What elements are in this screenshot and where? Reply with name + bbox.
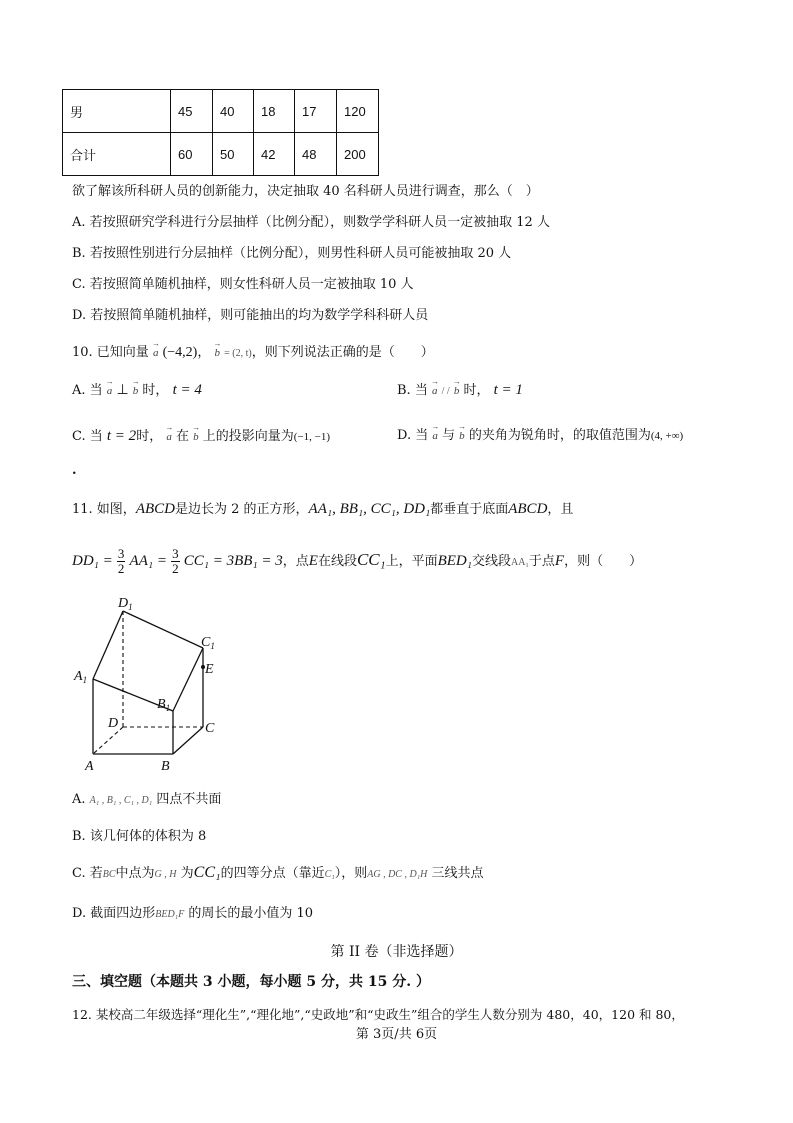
vector-b: → b — [214, 344, 220, 362]
table-cell: 45 — [171, 90, 213, 133]
edge-d1c1 — [123, 611, 203, 648]
page-footer: 第 3页/共 6页 — [355, 1027, 438, 1042]
table-cell: 200 — [337, 133, 379, 176]
q11-stem-line1: 11. 如图，ABCD是边长为 2 的正方形，AA₁, BB₁, CC₁, DD₁都垂直于底面ABCD，且 — [72, 501, 574, 517]
fraction: $\frac{3}{2}$ — [117, 546, 125, 576]
edge-d1a1 — [93, 611, 123, 679]
row-label: 合计 — [63, 133, 171, 176]
table-cell: 42 — [254, 133, 295, 176]
label-c: C — [205, 721, 215, 736]
edge-bc — [173, 727, 203, 754]
table-cell: 48 — [295, 133, 337, 176]
section-title: 第 II 卷（非选择题） — [330, 944, 463, 960]
table-row — [63, 90, 379, 133]
label-b: B — [161, 759, 170, 774]
label-b1: $B_1$ — [157, 697, 171, 713]
label-a: A — [85, 759, 94, 774]
label-a1: $A_1$ — [74, 669, 88, 685]
part3-heading: 三、填空题（本题共 3 小题，每小题 5 分，共 15 分. ） — [72, 974, 430, 990]
edge-da-hidden — [93, 727, 123, 754]
q10-stem: 10. 已知向量 → a (−4,2)， → b = (2, t)，则下列说法正确的是（ ） — [72, 344, 434, 363]
table-cell: 17 — [295, 90, 337, 133]
label-e: E — [205, 662, 214, 677]
q11-option-c: C. 若BC中点为G , H 为CC₁的四等分点（靠近C₁），则AG , DC , D₁H 三线共点 — [72, 864, 484, 881]
vector-a-value: (−4,2) — [162, 345, 198, 360]
label-c1: $C_1$ — [201, 635, 215, 651]
q10-option-a: A. 当 → a ⊥ → b 时， t = 4 — [72, 381, 202, 400]
q9-option-a: A. 若按照研究学科进行分层抽样（比例分配），则数学学科研人员一定被抽取 12 人 — [72, 215, 550, 230]
table-row — [63, 133, 379, 176]
q9-option-c: C. 若按照简单随机抽样，则女性科研人员一定被抽取 10 人 — [72, 277, 414, 292]
q9-option-d: D. 若按照简单随机抽样，则可能抽出的均为数学学科科研人员 — [72, 308, 429, 323]
q11-stem-line2: DD₁ = $\frac{3}{2}$ AA₁ = $\frac{3}{2}$ CC₁ = 3BB₁ = 3，点E在线段CC₁上，平面BED₁交线段AA₁于点F，则（ ） — [72, 546, 643, 576]
vector-a: → a — [153, 344, 159, 362]
q12-stem: 12. 某校高二年级选择“理化生”,“理化地”,“史政地”和“史政生”组合的学生人数分别为 480，40，120 和 80， — [72, 1007, 684, 1022]
q9-stem: 欲了解该所科研人员的创新能力，决定抽取 40 名科研人员进行调查，那么（ ） — [72, 184, 539, 199]
table-cell: 120 — [337, 90, 379, 133]
q11-option-b: B. 该几何体的体积为 8 — [72, 829, 207, 844]
q9-option-b: B. 若按照性别进行分层抽样（比例分配），则男性科研人员可能被抽取 20 人 — [72, 246, 512, 261]
label-d: D — [108, 716, 119, 731]
fraction: $\frac{3}{2}$ — [172, 546, 179, 576]
q11-option-a: A. A₁ , B₁ , C₁ , D₁ 四点不共面 — [72, 792, 222, 807]
label-d1: $D_1$ — [118, 596, 133, 612]
stray-dot: . — [72, 463, 77, 478]
geometry-figure — [70, 590, 230, 775]
table-cell: 50 — [213, 133, 254, 176]
q10-option-b: B. 当 → a / / → b 时， t = 1 — [397, 381, 523, 401]
edge-b1c1 — [173, 648, 203, 711]
row-label: 男 — [63, 90, 171, 133]
stats-table — [62, 89, 379, 176]
table-cell: 40 — [213, 90, 254, 133]
vector-b-value: = (2, t) — [224, 348, 252, 359]
table-cell: 60 — [171, 133, 213, 176]
q11-option-d: D. 截面四边形BED₁F 的周长的最小值为 10 — [72, 906, 314, 921]
table-cell: 18 — [254, 90, 295, 133]
q10-option-c: C. 当 t = 2时， → a 在 → b 上的投影向量为(−1, −1) — [72, 427, 330, 446]
q10-option-d: D. 当 → a 与 → b 的夹角为锐角时，的取值范围为(4, +∞) — [397, 427, 683, 445]
